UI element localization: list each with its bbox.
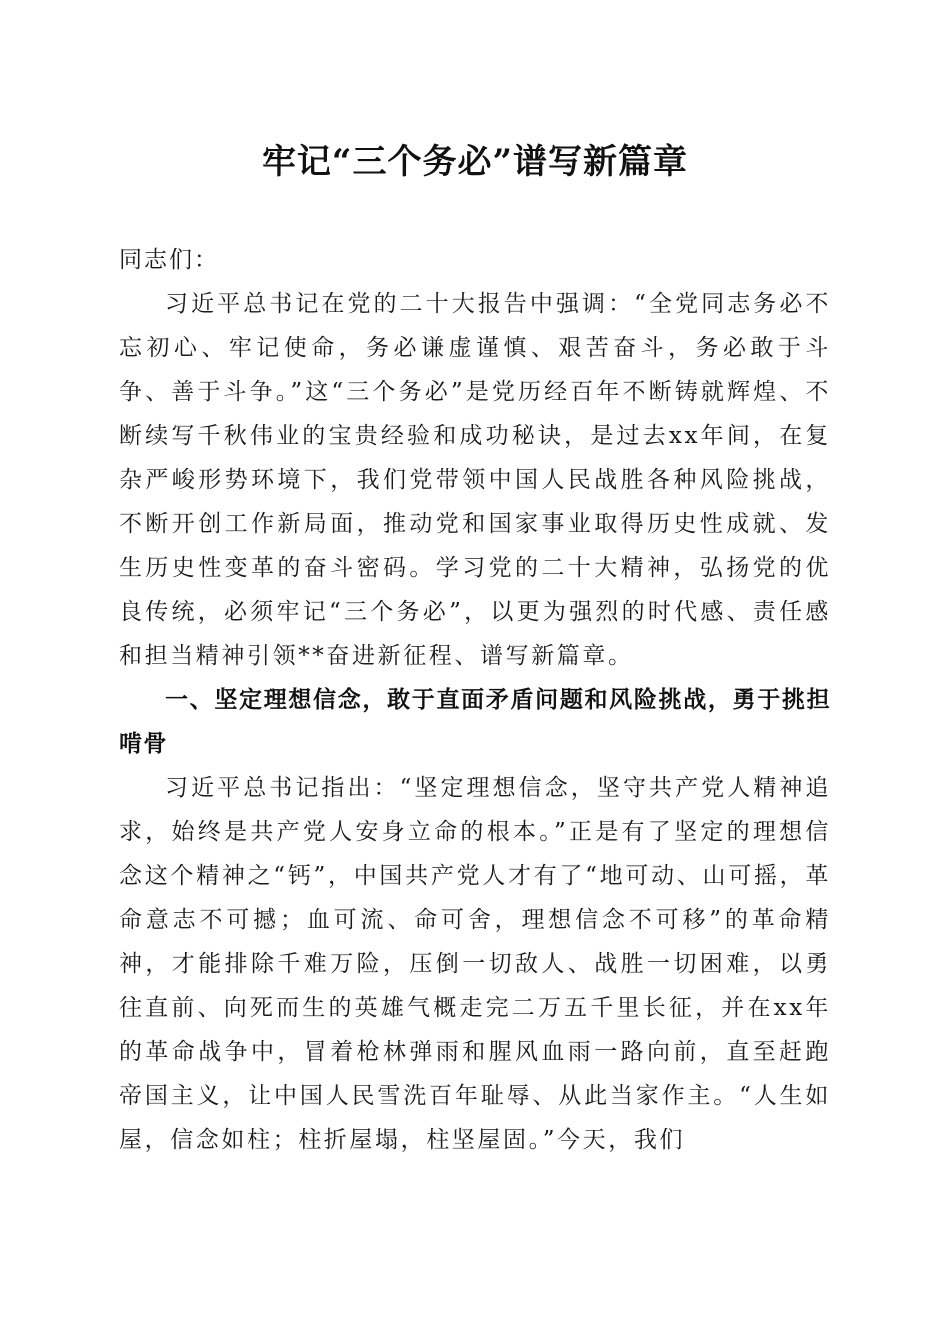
section-heading-1: 一、坚定理想信念，敢于直面矛盾问题和风险挑战，勇于挑担啃骨 (119, 687, 831, 757)
section-1-paragraph: 习近平总书记指出：“坚定理想信念，坚守共产党人精神追求，始终是共产党人安身立命的根本。”正是有了坚定的理想信念这个精神之“钙”，中国共产党人才有了“地可动、山可摇，革命意志不可撼；血可流、命可舍，理想信念不可移”的革命精神，才能排除千难万险，压倒一切敌人、战胜一切困难，以勇往直前、向死而生的英雄气概走完二万五千里长征，并在xx年的革命战争中，冒着枪林弹雨和腥风血雨一路向前，直至赶跑帝国主义，让中国人民雪洗百年耻辱、从此当家作主。“人生如屋，信念如柱；柱折屋塌，柱坚屋固。”今天，我们 (119, 775, 831, 1153)
document-body (119, 138, 831, 1162)
salutation: 同志们： (119, 247, 219, 273)
intro-paragraph: 习近平总书记在党的二十大报告中强调：“全党同志务必不忘初心、牢记使命，务必谦虚谨慎、艰苦奋斗，务必敢于斗争、善于斗争。”这“三个务必”是党历经百年不断铸就辉煌、不断续写千秋伟业的宝贵经验和成功秘诀，是过去xx年间，在复杂严峻形势环境下，我们党带领中国人民战胜各种风险挑战，不断开创工作新局面，推动党和国家事业取得历史性成就、发生历史性变革的奋斗密码。学习党的二十大精神，弘扬党的优良传统，必须牢记“三个务必”，以更为强烈的时代感、责任感和担当精神引领**奋进新征程、谱写新篇章。 (119, 291, 831, 669)
document-title: 牢记“三个务必”谱写新篇章 (261, 142, 689, 182)
